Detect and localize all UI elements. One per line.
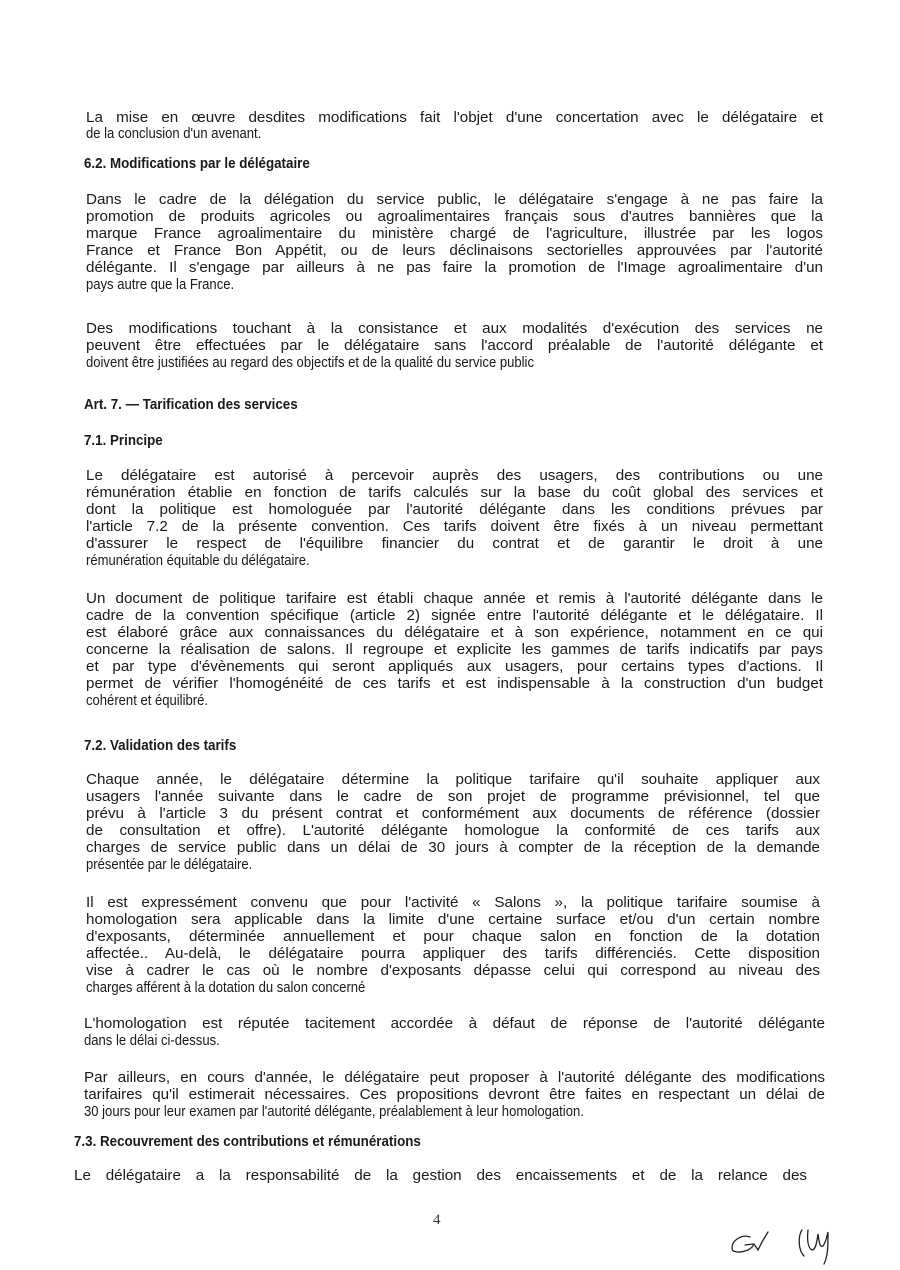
paragraph-line: est élaboré grâce aux connaissances du délégataire et à son expérience, notamment en ce qui [86, 624, 823, 641]
paragraph-line: Chaque année, le délégataire détermine la politique tarifaire qu'il souhaite appliquer aux [86, 771, 820, 788]
handwritten-initials [728, 1220, 858, 1270]
section-heading: 7.1. Principe [84, 432, 163, 449]
paragraph-line: d'assurer le respect de l'équilibre financier du contrat et de garantir le droit à une [86, 535, 823, 552]
paragraph-line: marque France agroalimentaire du ministère chargé de l'agriculture, illustrée par les logos [86, 225, 823, 242]
initials-gv-icon [732, 1232, 768, 1252]
section-heading: 7.3. Recouvrement des contributions et rémunérations [74, 1133, 421, 1150]
paragraph-line: doivent être justifiées au regard des objectifs et de la qualité du service public [86, 354, 534, 371]
paragraph-line: France et France Bon Appétit, ou de leurs déclinaisons sectorielles approuvées par l'autorité [86, 242, 823, 259]
initials-signature-icon [799, 1230, 828, 1264]
paragraph-line: prévu à l'article 3 du présent contrat et conformément aux documents de référence (dossier [86, 805, 820, 822]
paragraph-line: tarifaires qu'il estimerait nécessaires. Ces propositions devront être faites en respectant un délai de [84, 1086, 825, 1103]
paragraph-line: dans le délai ci-dessus. [84, 1032, 220, 1049]
paragraph-line: cohérent et équilibré. [86, 692, 208, 709]
paragraph-line: usagers l'année suivante dans le cadre de son projet de programme prévisionnel, tel que [86, 788, 820, 805]
paragraph-line: L'homologation est réputée tacitement accordée à défaut de réponse de l'autorité délégante [84, 1015, 825, 1032]
paragraph-line: et par type d'évènements qui seront appliqués aux usagers, pour certains types d'actions. Il [86, 658, 823, 675]
paragraph-line: concerne la réalisation de salons. Il regroupe et explicite les gammes de tarifs indicatifs par pays [86, 641, 823, 658]
paragraph-line: présentée par le délégataire. [86, 856, 253, 873]
paragraph-line: rémunération équitable du délégataire. [86, 552, 310, 569]
paragraph-line: dont la politique est homologuée par l'autorité délégante dans les conditions prévues par [86, 501, 823, 518]
paragraph-line: vise à cadrer le cas où le nombre d'exposants dépasse celui qui correspond au niveau des [86, 962, 820, 979]
paragraph-line: l'article 7.2 de la présente convention. Ces tarifs doivent être fixés à un niveau permettant [86, 518, 823, 535]
paragraph-line: cadre de la convention spécifique (article 2) signée entre l'autorité délégante et le délégataire. Il [86, 607, 823, 624]
paragraph-line: La mise en œuvre desdites modifications fait l'objet d'une concertation avec le délégataire et [86, 109, 823, 126]
paragraph-line: rémunération établie en fonction de tarifs calculés sur la base du coût global des services et [86, 484, 823, 501]
paragraph-line: Dans le cadre de la délégation du service public, le délégataire s'engage à ne pas faire la [86, 191, 823, 208]
paragraph-line: homologation sera applicable dans la limite d'une certaine surface et/ou d'un certain nombre [86, 911, 820, 928]
paragraph-line: de consultation et offre). L'autorité délégante homologue la conformité de ces tarifs aux [86, 822, 820, 839]
paragraph-line: charges afférent à la dotation du salon concerné [86, 979, 366, 996]
section-heading: 6.2. Modifications par le délégataire [84, 155, 310, 172]
paragraph-line: peuvent être effectuées par le délégataire sans l'accord préalable de l'autorité délégante et [86, 337, 823, 354]
paragraph-line: Le délégataire est autorisé à percevoir auprès des usagers, des contributions ou une [86, 467, 823, 484]
paragraph-line: Des modifications touchant à la consistance et aux modalités d'exécution des services ne [86, 320, 823, 337]
section-heading: Art. 7. — Tarification des services [84, 396, 298, 413]
paragraph-line: Par ailleurs, en cours d'année, le délégataire peut proposer à l'autorité délégante des modifications [84, 1069, 825, 1086]
paragraph-line: Il est expressément convenu que pour l'activité « Salons », la politique tarifaire soumise à [86, 894, 820, 911]
paragraph-line: affectée.. Au-delà, le délégataire pourra appliquer des tarifs différenciés. Cette disposition [86, 945, 820, 962]
section-heading: 7.2. Validation des tarifs [84, 737, 237, 754]
paragraph-line: permet de vérifier l'homogénéité de ces tarifs et est indispensable à la construction d'un budget [86, 675, 823, 692]
page-number: 4 [433, 1212, 441, 1228]
paragraph-line: pays autre que la France. [86, 276, 235, 293]
paragraph-line: charges de service public dans un délai de 30 jours à compter de la réception de la demande [86, 839, 820, 856]
paragraph-line: 30 jours pour leur examen par l'autorité délégante, préalablement à leur homologation. [84, 1103, 584, 1120]
paragraph-line: d'exposants, déterminée annuellement et pour chaque salon en fonction de la dotation [86, 928, 820, 945]
paragraph-line: Un document de politique tarifaire est établi chaque année et remis à l'autorité délégante dans le [86, 590, 823, 607]
paragraph-line: promotion de produits agricoles ou agroalimentaires français sous d'autres bannières que la [86, 208, 823, 225]
paragraph-line: de la conclusion d'un avenant. [86, 125, 262, 142]
paragraph-line: délégante. Il s'engage par ailleurs à ne pas faire la promotion de l'Image agroalimentaire d'un [86, 259, 823, 276]
paragraph-line: Le délégataire a la responsabilité de la gestion des encaissements et de la relance des [74, 1167, 807, 1184]
